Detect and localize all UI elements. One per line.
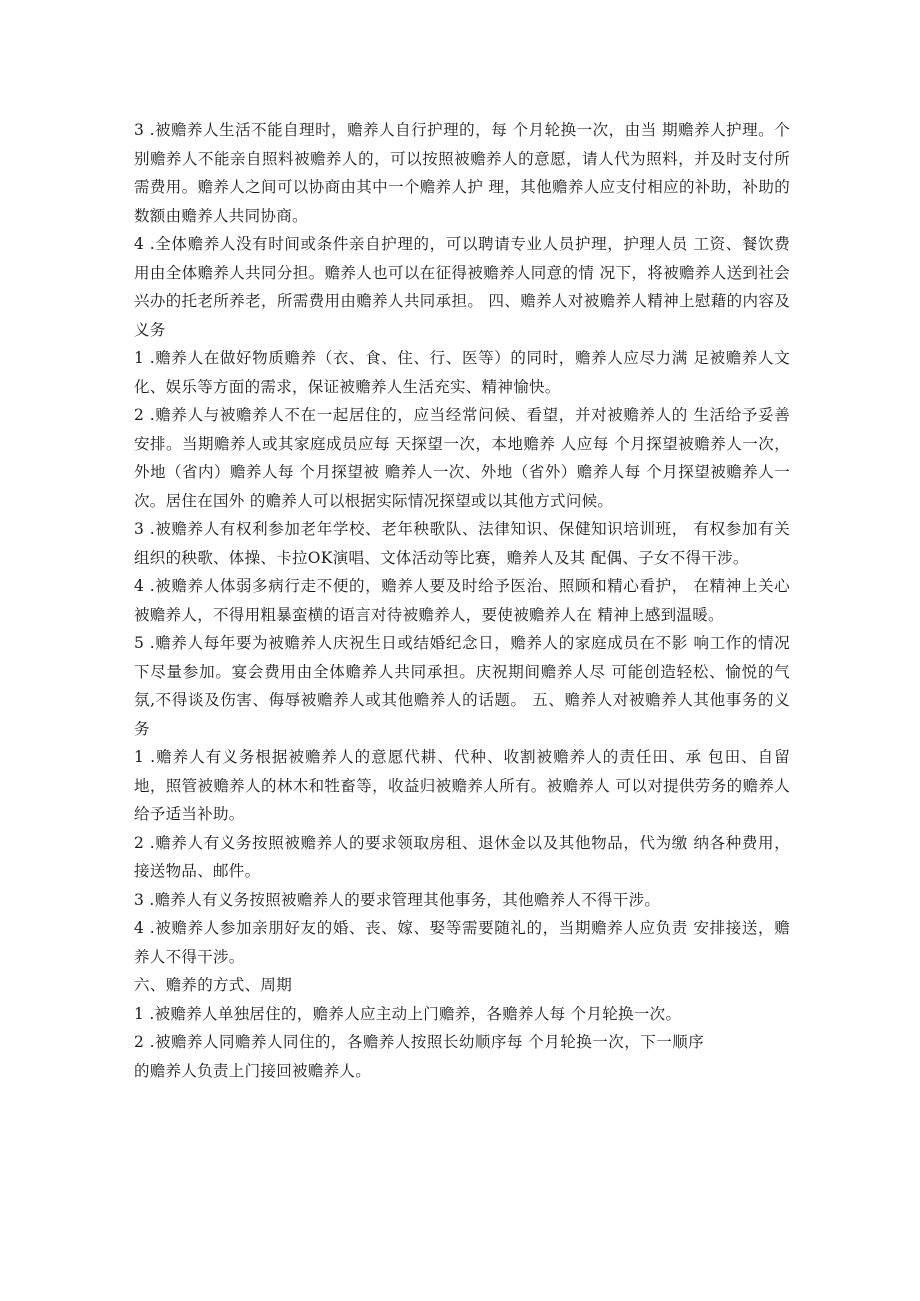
paragraph-spiritual-needs: 1 .赡养人在做好物质赡养（衣、食、住、行、医等）的同时，赡养人应尽力满 足被赡养人文化、娱乐等方面的需求，保证被赡养人生活充实、精神愉快。 [134,349,790,396]
section-heading-support-method: 六、赡养的方式、周期 [134,976,293,994]
paragraph-visiting: 2 .赡养人与被赡养人不在一起居住的，应当经常问候、看望，并对被赡养人的 生活给予妥善安排。当期赡养人或其家庭成员应每 天探望一次，本地赡养 人应每 个月探望被赡养人一次，外地（省内）赡养人每 个月探望被 赡养人一次、外地（省外）赡养人每 个月探望被赡养人一次。居住在国外 的赡养人可以根据实际情况探望或以其他方式问候。 [134,406,790,510]
paragraph-illness-care: 4 .被赡养人体弱多病行走不便的，赡养人要及时给予医治、照顾和精心看护， 在精神上关心被赡养人，不得用粗暴蛮横的语言对待被赡养人，要使被赡养人在 精神上感到温暖。 [134,577,790,624]
paragraph-professional-care: 4 .全体赡养人没有时间或条件亲自护理的，可以聘请专业人员护理，护理人员 工资、餐饮费用由全体赡养人共同分担。赡养人也可以在征得被赡养人同意的情 况下，将被赡养人送到社会兴办的托老所养老，所需费用由赡养人共同承担。 四、赡养人对被赡养人精神上慰藉的内容及义务 [134,235,790,339]
paragraph-living-together: 2 .被赡养人同赡养人同住的，各赡养人按照长幼顺序每 个月轮换一次，下一顺序的赡养人负责上门接回被赡养人。 [134,1033,704,1080]
paragraph-other-affairs: 3 .赡养人有义务按照被赡养人的要求管理其他事务，其他赡养人不得干涉。 [134,890,661,909]
document-body [134,116,790,1085]
paragraph-care-rotation: 3 .被赡养人生活不能自理时，赡养人自行护理的，每 个月轮换一次，由当 期赡养人护理。个别赡养人不能亲自照料被赡养人的，可以按照被赡养人的意愿，请人代为照料，并及时支付所需费用。赡养人之间可以协商由其中一个赡养人护 理，其他赡养人应支付相应的补助，补助的数额由赡养人共同协商。 [134,121,790,225]
paragraph-payments: 2 .赡养人有义务按照被赡养人的要求领取房租、退休金以及其他物品，代为缴 纳各种费用，接送物品、邮件。 [134,833,790,880]
paragraph-living-alone: 1 .被赡养人单独居住的，赡养人应主动上门赡养，各赡养人每 个月轮换一次。 [134,1004,682,1023]
paragraph-farming: 1 .赡养人有义务根据被赡养人的意愿代耕、代种、收割被赡养人的责任田、承 包田、自留地，照管被赡养人的林木和牲畜等，收益归被赡养人所有。被赡养人 可以对提供劳务的赡养人给予适当补助。 [134,748,790,823]
paragraph-gifts: 4 .被赡养人参加亲朋好友的婚、丧、嫁、娶等需要随礼的，当期赡养人应负责 安排接送，赡养人不得干涉。 [134,919,790,966]
paragraph-activities: 3 .被赡养人有权利参加老年学校、老年秧歌队、法律知识、保健知识培训班， 有权参加有关组织的秧歌、体操、卡拉OK演唱、文体活动等比赛，赡养人及其 配偶、子女不得干涉。 [134,520,790,567]
paragraph-celebrations: 5 .赡养人每年要为被赡养人庆祝生日或结婚纪念日，赡养人的家庭成员在不影 响工作的情况下尽量参加。宴会费用由全体赡养人共同承担。庆祝期间赡养人尽 可能创造轻松、愉悦的气氛,不得谈及伤害、侮辱被赡养人或其他赡养人的话题。 五、赡养人对被赡养人其他事务的义务 [134,634,790,738]
